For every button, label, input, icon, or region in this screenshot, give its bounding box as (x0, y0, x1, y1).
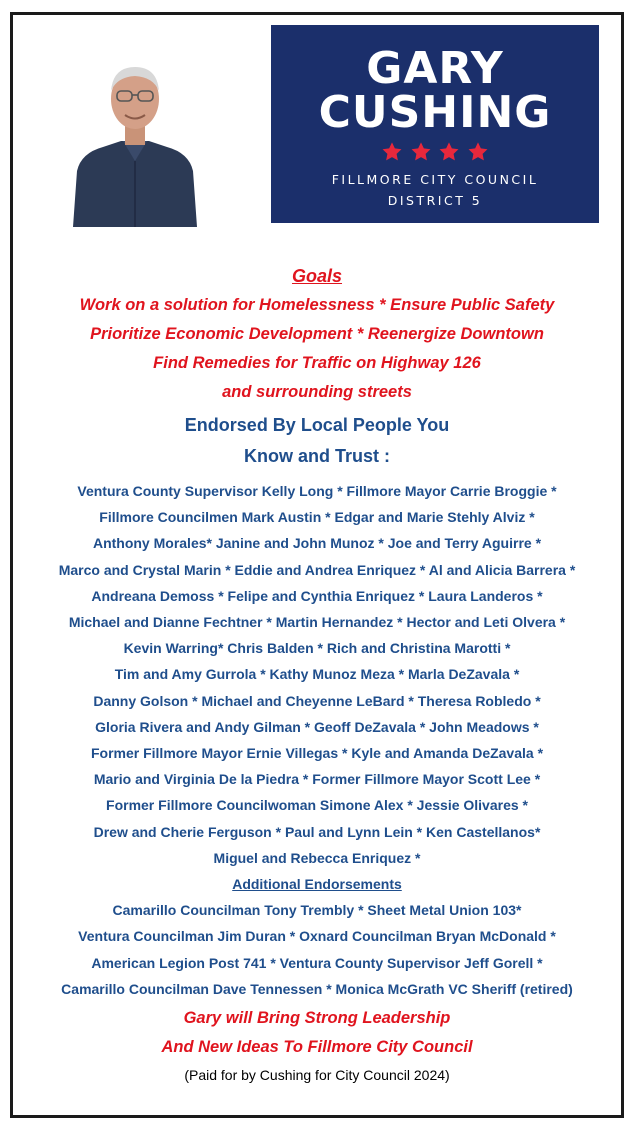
campaign-logo (271, 25, 599, 223)
star-icon (438, 141, 460, 163)
star-icon (467, 141, 489, 163)
endorsement-line: Mario and Virginia De la Piedra * Former Fillmore Mayor Scott Lee * (93, 771, 541, 788)
flyer-frame (10, 12, 624, 1118)
endorsement-line: Gloria Rivera and Andy Gilman * Geoff DeZavala * John Meadows * (95, 718, 539, 735)
goal-line: Find Remedies for Traffic on Highway 126 (153, 354, 481, 372)
endorsement-line: Tim and Amy Gurrola * Kathy Munoz Meza * Marla DeZavala * (114, 666, 520, 683)
goals-title: Goals (291, 266, 343, 286)
closing-line-1: Gary will Bring Strong Leadership (183, 1009, 451, 1028)
additional-endorsement-line: American Legion Post 741 * Ventura County Supervisor Jeff Gorell * (91, 954, 543, 971)
office-line-1: FILLMORE CITY COUNCIL (331, 172, 539, 187)
candidate-first-name: GARY (366, 43, 504, 94)
endorsement-line: Michael and Dianne Fechtner * Martin Hernandez * Hector and Leti Olvera * (68, 614, 566, 631)
office-line-2: DISTRICT 5 (387, 193, 483, 208)
closing-line-2: And New Ideas To Fillmore City Council (161, 1038, 473, 1057)
endorsement-line: Miguel and Rebecca Enriquez * (213, 849, 421, 866)
star-icon (381, 141, 403, 163)
candidate-last-name: CUSHING (318, 87, 552, 138)
candidate-photo (65, 49, 205, 227)
endorsements-heading-2: Know and Trust : (244, 446, 390, 466)
stars-row (271, 141, 599, 167)
endorsement-line: Kevin Warring* Chris Balden * Rich and Christina Marotti * (123, 640, 511, 657)
endorsement-line: Ventura County Supervisor Kelly Long * Fillmore Mayor Carrie Broggie * (77, 483, 557, 499)
goal-line: Work on a solution for Homelessness * Ensure Public Safety (79, 296, 555, 314)
additional-endorsements-heading: Additional Endorsements (232, 876, 402, 893)
additional-endorsement-line: Ventura Councilman Jim Duran * Oxnard Councilman Bryan McDonald * (78, 928, 556, 945)
endorsement-line: Former Fillmore Councilwoman Simone Alex * Jessie Olivares * (106, 797, 528, 814)
additional-endorsement-line: Camarillo Councilman Dave Tennessen * Monica McGrath VC Sheriff (retired) (61, 980, 573, 997)
endorsement-line: Drew and Cherie Ferguson * Paul and Lynn Lein * Ken Castellanos* (93, 823, 541, 840)
paid-for-disclaimer: (Paid for by Cushing for City Council 2024) (184, 1067, 450, 1084)
endorsements-heading-1: Endorsed By Local People You (184, 415, 450, 435)
star-icon (410, 141, 432, 163)
goal-line: Prioritize Economic Development * Reenergize Downtown (90, 325, 544, 343)
endorsement-line: Danny Golson * Michael and Cheyenne LeBard * Theresa Robledo * (93, 692, 541, 709)
endorsement-line: Fillmore Councilmen Mark Austin * Edgar and Marie Stehly Alviz * (99, 509, 535, 526)
endorsement-line: Former Fillmore Mayor Ernie Villegas * Kyle and Amanda DeZavala * (90, 745, 544, 762)
endorsement-line: Andreana Demoss * Felipe and Cynthia Enriquez * Laura Landeros * (91, 587, 543, 604)
additional-endorsement-line: Camarillo Councilman Tony Trembly * Sheet Metal Union 103* (112, 902, 522, 919)
endorsement-line: Marco and Crystal Marin * Eddie and Andrea Enriquez * Al and Alicia Barrera * (58, 561, 576, 578)
endorsement-line: Anthony Morales* Janine and John Munoz * Joe and Terry Aguirre * (92, 535, 542, 552)
flyer-content (13, 261, 621, 1088)
goal-line: and surrounding streets (222, 383, 412, 401)
